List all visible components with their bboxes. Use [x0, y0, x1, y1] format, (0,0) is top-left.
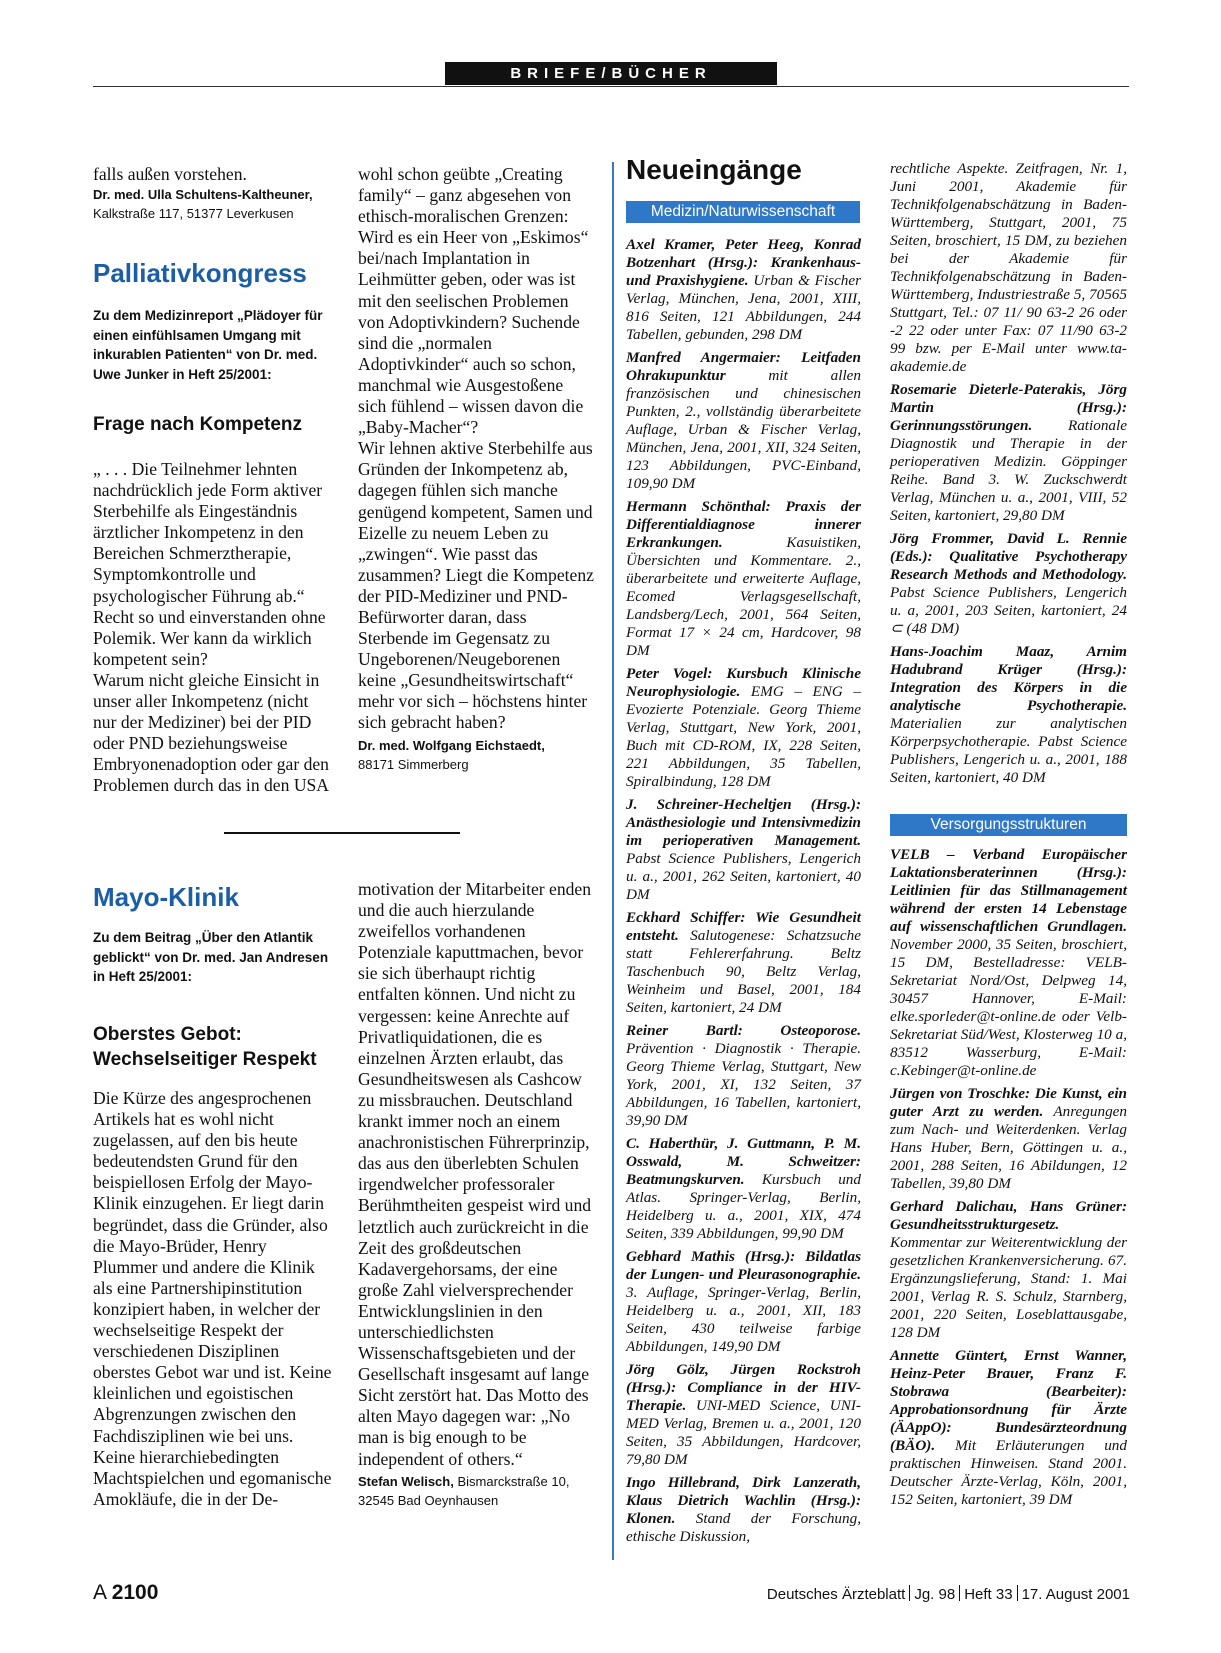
- book-details: November 2000, 35 Seiten, broschiert, 15 DM, Bestelladresse: VELB-Sekretariat Nord/Ost, Delpweg 14, 30457 Hannover, E-Mail: elke.sporleder@t-online.de oder Velb-Sekretariat Süd/West, Klosterweg 10 a, 83512 Wasserburg, E-Mail: c.Kebinger@t-online.de: [890, 936, 1127, 1079]
- header-rule: [93, 86, 1129, 87]
- letter-subheading: Oberstes Gebot: Wechselseitiger Respekt: [93, 1024, 317, 1070]
- book-entry: [890, 846, 1127, 1080]
- letter-body-col2: [358, 879, 594, 1510]
- books-column-2b: [890, 846, 1127, 1514]
- book-entry: [626, 796, 861, 904]
- book-entry: [626, 1135, 861, 1243]
- letter-heading: Mayo-Klinik: [93, 882, 239, 912]
- book-title: Ingo Hillebrand, Dirk Lanzerath, Klaus Dietrich Wachlin (Hrsg.): Klonen.: [626, 1474, 861, 1527]
- book-details: Kursbuch und Atlas. Springer-Verlag, Berlin, Heidelberg u. a., 2001, XIX, 474 Seiten, 339 Abbildungen, 99,90 DM: [626, 1171, 861, 1242]
- book-title: Hans-Joachim Maaz, Arnim Hadubrand Krüger (Hrsg.): Integration des Körpers in die analytische Psychotherapie.: [890, 643, 1127, 714]
- book-title: Jörg Frommer, David L. Rennie (Eds.): Qualitative Psychotherapy Research Methods and Methodology.: [890, 530, 1127, 583]
- book-details: Pabst Science Publishers, Lengerich u. a., 2001, 262 Seiten, kartoniert, 40 DM: [626, 850, 861, 903]
- journal-name: Deutsches Ärzteblatt: [766, 1586, 906, 1603]
- journal-date: 17. August 2001: [1021, 1586, 1130, 1603]
- book-details: mit allen französischen und chinesischen Punkten, 2., vollständig überarbeitete Auflage, Urban & Fischer Verlag, München, Jena, 2001, XII, 324 Seiten, 123 Abbildungen, PVC-Einband, 109,90 DM: [626, 367, 861, 492]
- books-column-1: [626, 236, 861, 1551]
- category-bar: Medizin/Naturwissenschaft: [626, 201, 860, 223]
- letter-body-col1: [93, 459, 333, 797]
- signature-name: Dr. med. Ulla Schultens-Kaltheuner,: [93, 187, 313, 203]
- book-details: Stand der Forschung, ethische Diskussion,: [626, 1510, 861, 1545]
- book-title: J. Schreiner-Hecheltjen (Hrsg.): Anästhesiologie und Intensivmedizin im perioperativen Management.: [626, 796, 861, 849]
- book-entry: [890, 1347, 1127, 1509]
- book-entry: [890, 1198, 1127, 1342]
- letter-body-col1: [93, 1088, 333, 1510]
- paragraph: Wir lehnen aktive Sterbehilfe aus Gründen der Inkompetenz ab, dagegen fühlen sich manche genügend kompetent, Samen und Eizelle zu neuem Leben zu „zwingen“. Wie passt das zusammen? Liegt die Kompetenz der PID-Mediziner und PND-Befürworter daran, dass Sterbende im Gegensatz zu Ungeborenen/Neugeborenen keine „Gesundheitswirtschaft“ mehr vor sich – höchstens hinter sich gebracht haben?: [358, 438, 594, 733]
- book-title: Rosemarie Dieterle-Paterakis, Jörg Martin (Hrsg.): Gerinnungsstörungen.: [890, 381, 1127, 434]
- journal-issue: Heft 33: [964, 1586, 1013, 1603]
- book-title: Jörg Gölz, Jürgen Rockstroh (Hrsg.): Compliance in der HIV-Therapie.: [626, 1361, 861, 1414]
- book-title: Hermann Schönthal: Praxis der Differentialdiagnose innerer Erkrankungen.: [626, 498, 861, 551]
- separator: [909, 1585, 910, 1601]
- book-title: Eckhard Schiffer: Wie Gesundheit entsteht.: [626, 909, 861, 944]
- signature-name: Dr. med. Wolfgang Eichstaedt,: [358, 737, 545, 753]
- signature-city: 32545 Bad Oeynhausen: [358, 1492, 499, 1508]
- letter-subheading: Frage nach Kompetenz: [93, 414, 303, 435]
- book-entry: [626, 1248, 861, 1356]
- book-entry: [890, 643, 1127, 787]
- book-details: Mit Erläuterungen und praktischen Hinweisen. Stand 2001. Deutscher Ärzte-Verlag, Köln, 2001, 152 Seiten, kartoniert, 39 DM: [890, 1437, 1127, 1508]
- book-entry: [626, 909, 861, 1017]
- journal-info: [752, 1585, 1130, 1603]
- book-entry: [890, 530, 1127, 638]
- separator: [1017, 1585, 1018, 1601]
- signature: [358, 736, 594, 774]
- signature-address: Bismarckstraße 10,: [457, 1473, 570, 1489]
- paragraph: Warum nicht gleiche Einsicht in unser aller Inkompetenz (nicht nur der Mediziner) bei der PID oder PND beziehungsweise Embryonenadoption oder gar den Problemen durch das in den USA: [93, 669, 330, 796]
- book-details: Kasuistiken, Übersichten und Kommentare. 2., überarbeitete und erweiterte Auflage, Ecomed Verlagsgesellschaft, Landsberg/Lech, 2001, 564 Seiten, Format 17 × 24 cm, Hardcover, 98 DM: [626, 534, 861, 659]
- book-details: Salutogenese: Schatzsuche statt Fehlererfahrung. Beltz Taschenbuch 90, Beltz Verlag, Weinheim und Basel, 2001, 184 Seiten, kartoniert, 24 DM: [626, 927, 861, 1016]
- book-title: C. Haberthür, J. Guttmann, P. M. Osswald, M. Schweitzer: Beatmungskurven.: [626, 1135, 861, 1188]
- book-details: Kommentar zur Weiterentwicklung der gesetzlichen Krankenversicherung. 67. Ergänzungslieferung, Stand: 1. Mai 2001, Verlag R. S. Schulz, Starnberg, 2001, 220 Seiten, Loseblattausgabe, 128 DM: [890, 1234, 1127, 1341]
- letter-heading: Palliativkongress: [93, 258, 307, 288]
- book-entry: [890, 1085, 1127, 1193]
- book-entry: [626, 1022, 861, 1130]
- signature: [93, 185, 333, 223]
- category-bar: Versorgungsstrukturen: [890, 814, 1127, 836]
- page-number: [93, 1581, 158, 1605]
- book-title: Axel Kramer, Peter Heeg, Konrad Botzenhart (Hrsg.): Krankenhaus- und Praxishygiene.: [626, 236, 861, 289]
- page-prefix: A: [93, 1581, 106, 1604]
- book-details: EMG – ENG – Evozierte Potenziale. Georg Thieme Verlag, Stuttgart, New York, 2001, Buch mit CD-ROM, IX, 228 Seiten, 221 Abbildungen, 35 Tabellen, Spiralbindung, 128 DM: [626, 683, 861, 790]
- paragraph: „ . . . Die Teilnehmer lehnten nachdrücklich jede Form aktiver Sterbehilfe als Eingeständnis ärztlicher Inkompetenz in den Bereichen Schmerztherapie, Symptomkontrolle und psychologischer Führung ab.“ Recht so und einverstanden ohne Polemik. Wer kann da wirklich kompetent sein?: [93, 459, 326, 669]
- signature-address: Kalkstraße 117, 51377 Leverkusen: [93, 206, 294, 222]
- book-title: VELB – Verband Europäischer Laktationsberaterinnen (Hrsg.): Leitlinien für das Stillmanagement während der ersten 14 Lebenstage auf wissenschaftlichen Grundlagen.: [890, 846, 1127, 935]
- book-details: Anregungen zum Nach- und Weiterdenken. Verlag Hans Huber, Bern, Göttingen u. a., 2001, 288 Seiten, 16 Abildungen, 12 Tabellen, 39,80 DM: [890, 1103, 1127, 1192]
- signature-name: Stefan Welisch,: [358, 1473, 454, 1489]
- letter-intro: Zu dem Beitrag „Über den Atlantik geblickt“ von Dr. med. Jan Andresen in Heft 25/2001:: [93, 930, 329, 984]
- book-entry: [626, 1474, 861, 1546]
- books-column-2: [890, 160, 1127, 792]
- book-details: 3. Auflage, Springer-Verlag, Berlin, Heidelberg u. a., 2001, XII, 183 Seiten, 430 teilweise farbige Abbildungen, 149,90 DM: [626, 1284, 861, 1355]
- book-details: Prävention · Diagnostik · Therapie. Georg Thieme Verlag, Stuttgart, New York, 2001, XI, 132 Seiten, 37 Abbildungen, 16 Tabellen, kartoniert, 39,90 DM: [626, 1040, 861, 1129]
- section-label: BRIEFE/BÜCHER: [445, 62, 777, 85]
- book-title: Jürgen von Troschke: Die Kunst, ein guter Arzt zu werden.: [890, 1085, 1127, 1120]
- book-title: Annette Güntert, Ernst Wanner, Heinz-Peter Brauer, Franz F. Stobrawa (Bearbeiter): Approbationsordnung für Ärzte (ÄAppO): Bundesärzteordnung (BÄO).: [890, 1347, 1127, 1454]
- book-entry: [626, 1361, 861, 1469]
- book-entry: [626, 349, 861, 493]
- signature-address: 88171 Simmerberg: [358, 756, 469, 772]
- letter-intro: Zu dem Medizinreport „Plädoyer für einen einfühlsamen Umgang mit inkurablen Patienten“ von Dr. med. Uwe Junker in Heft 25/2001:: [93, 308, 323, 382]
- letter-body-col2: [358, 164, 594, 774]
- letter-text: falls außen vorstehen.: [93, 164, 247, 184]
- book-entry: [626, 498, 861, 660]
- book-title: Manfred Angermaier: Leitfaden Ohrakupunktur: [626, 349, 861, 384]
- book-entry: [890, 381, 1127, 525]
- journal-volume: Jg. 98: [914, 1586, 956, 1603]
- book-entry: [626, 236, 861, 344]
- book-details: Urban & Fischer Verlag, München, Jena, 2001, XIII, 816 Seiten, 121 Abbildungen, 244 Tabellen, gebunden, 298 DM: [626, 272, 861, 343]
- signature: [358, 1472, 594, 1510]
- page-number-value: 2100: [111, 1581, 159, 1604]
- book-details: rechtliche Aspekte. Zeitfragen, Nr. 1, Juni 2001, Akademie für Technikfolgenabschätzung in Baden-Württemberg, Stuttgart, 2001, 75 Seiten, broschiert, 15 DM, zu beziehen bei der Akademie für Technikfolgenabschätzung in Baden-Württemberg, Industriestraße 5, 70565 Stuttgart, Tel.: 07 11/ 90 63-2 26 oder -2 22 oder unter Fax: 07 11/90 63-2 99 bzw. per E-Mail unter www.ta-akademie.de: [890, 160, 1127, 375]
- book-entry: [890, 160, 1127, 376]
- paragraph: wohl schon geübte „Creating family“ – ganz abgesehen von ethisch-moralischen Grenzen: Wird es ein Heer von „Eskimos“ bei/nach Implantation in Leihmütter geben, oder was ist mit den seelischen Problemen von Adoptivkindern? Suchende sind die „normalen Adoptivkinder“ auch so schon, manchmal wie Ausgestoßene sich fühlend – wissen davon die „Baby-Macher“?: [358, 164, 589, 438]
- book-title: Gerhard Dalichau, Hans Grüner: Gesundheitsstrukturgesetz.: [890, 1198, 1127, 1233]
- paragraph: motivation der Mitarbeiter enden und die auch hierzulande zweifellos vorhandenen Potenziale kaputtmachen, bevor sie sich überhaupt richtig entfalten können. Und nicht zu vergessen: keine Anrechte auf Privatliquidationen, die es einzelnen Ärzten erlaubt, das Gesundheitswesen als Cashcow zu missbrauchen. Deutschland krankt immer noch an einem anachronistischen Führerprinzip, das aus den überlebten Schulen irgendwelcher professoraler Berühmtheiten gespeist wird und letztlich auch zurückreicht in die Zeit des großdeutschen Kadavergehorsams, der eine große Zahl vielversprechender Entwicklungslinien in den unterschiedlichsten Wissenschaftsgebieten und der Gesellschaft insgesamt auf lange Sicht zerstört hat. Das Motto des alten Mayo dagegen war: „No man is big enough to be independent of others.“: [358, 879, 592, 1469]
- letter-col1-top: [93, 164, 333, 223]
- books-title: Neueingänge: [626, 154, 802, 185]
- book-details: Rationale Diagnostik und Therapie in der perioperativen Medizin. Göppinger Reihe. Band 3. W. Zuckschwerdt Verlag, München u. a., 2001, VIII, 52 Seiten, kartoniert, 29,80 DM: [890, 417, 1127, 524]
- book-details: Materialien zur analytischen Körperpsychotherapie. Pabst Science Publishers, Lengerich u. a., 2001, 188 Seiten, kartoniert, 40 DM: [890, 715, 1127, 786]
- book-entry: [626, 665, 861, 791]
- paragraph: Die Kürze des angesprochenen Artikels hat es wohl nicht zugelassen, auf den bis heute bedeutendsten Grund für den beispiellosen Erfolg der Mayo-Klinik einzugehen. Er liegt darin begründet, dass die Gründer, also die Mayo-Brüder, Henry Plummer und andere die Klinik als eine Partnershipinstitution konzipiert haben, in welcher der wechselseitige Respekt der verschiedenen Disziplinen oberstes Gebot war und ist. Keine kleinlichen und egoistischen Abgrenzungen zwischen den Fachdisziplinen wie bei uns. Keine hierarchiebedingten Machtspielchen und egomanische Amokläufe, die in der De-: [93, 1088, 332, 1509]
- book-details: UNI-MED Science, UNI-MED Verlag, Bremen u. a., 2001, 120 Seiten, 35 Abbildungen, Hardcover, 79,80 DM: [626, 1397, 861, 1468]
- column-divider: [612, 162, 614, 1560]
- letter-separator: [224, 832, 460, 834]
- book-title: Peter Vogel: Kursbuch Klinische Neurophysiologie.: [626, 665, 861, 700]
- book-title: Reiner Bartl: Osteoporose.: [626, 1022, 861, 1039]
- book-details: Pabst Science Publishers, Lengerich u. a, 2001, 203 Seiten, kartoniert, 24 ⊂ (48 DM): [890, 584, 1127, 637]
- book-title: Gebhard Mathis (Hrsg.): Bildatlas der Lungen- und Pleurasonographie.: [626, 1248, 861, 1283]
- separator: [959, 1585, 960, 1601]
